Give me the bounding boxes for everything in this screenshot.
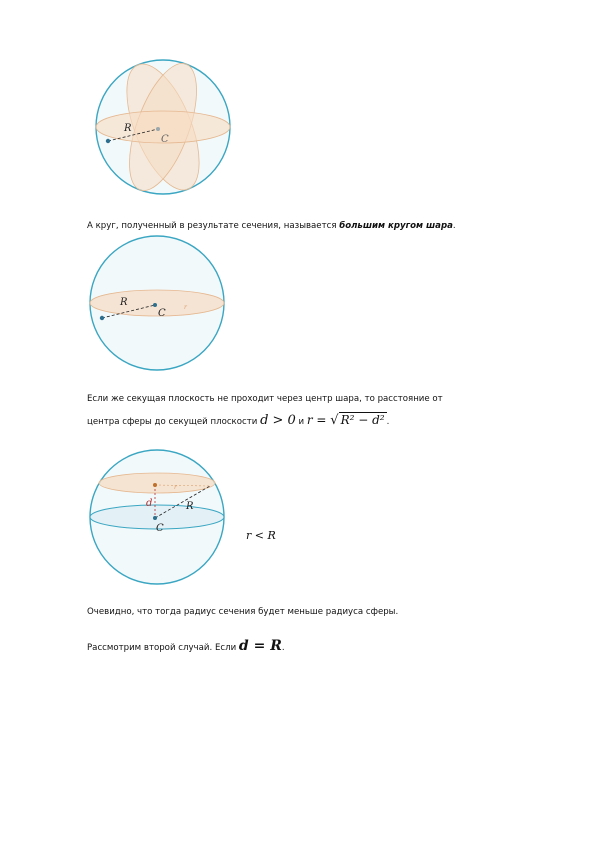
section-center-point <box>153 483 157 487</box>
center-label: C <box>156 523 164 534</box>
great-circle-term: большим кругом шара <box>339 221 453 231</box>
center-label: C <box>161 134 169 145</box>
center-point <box>153 303 157 307</box>
sqrt-sign-icon: √ <box>330 413 339 428</box>
formula-r-radicand: R² − d² <box>340 413 385 427</box>
section-radius-label: r <box>184 304 187 311</box>
paragraph-second-case <box>87 640 285 654</box>
paragraph-non-central-plane-line2 <box>87 414 389 428</box>
formula-r-lhs: r = <box>306 413 331 427</box>
sphere-offcenter-section-figure <box>86 447 230 587</box>
p2-period: . <box>386 417 390 427</box>
p2-line1: Если же секущая плоскость не проходит через центр шара, то расстояние от <box>87 394 443 404</box>
p4-period: . <box>281 643 285 653</box>
p3-text: Очевидно, что тогда радиус сечения будет меньше радиуса сферы. <box>87 607 399 617</box>
radius-label: R <box>186 501 194 512</box>
surface-point <box>106 139 110 143</box>
paragraph-non-central-plane <box>87 393 443 405</box>
surface-point <box>100 316 104 320</box>
p4-text: Рассмотрим второй случай. Если <box>87 643 239 653</box>
formula-r-less-R: r < R <box>246 529 276 542</box>
sphere-great-circles-figure <box>92 56 234 198</box>
offcenter-section <box>99 473 215 493</box>
formula-d-equals-R: d = R <box>238 638 282 654</box>
formula-d-positive: d > 0 <box>260 413 296 428</box>
center-point <box>156 127 160 131</box>
sphere-section-figure <box>86 232 230 376</box>
p1-period: . <box>452 221 456 231</box>
radius-label: R <box>124 123 132 134</box>
radius-label: R <box>120 297 128 308</box>
distance-label: d <box>146 498 153 509</box>
great-circle-section <box>90 290 224 316</box>
p1-text: А круг, полученный в результате сечения, называется <box>87 221 340 231</box>
paragraph-great-circle <box>87 220 456 232</box>
center-label: C <box>158 308 166 319</box>
p2-connector: и <box>295 417 307 427</box>
paragraph-smaller-radius <box>87 606 398 618</box>
p2-line2-text: центра сферы до секущей плоскости <box>87 417 261 427</box>
section-radius-label: r <box>174 484 177 491</box>
center-point <box>153 516 157 520</box>
